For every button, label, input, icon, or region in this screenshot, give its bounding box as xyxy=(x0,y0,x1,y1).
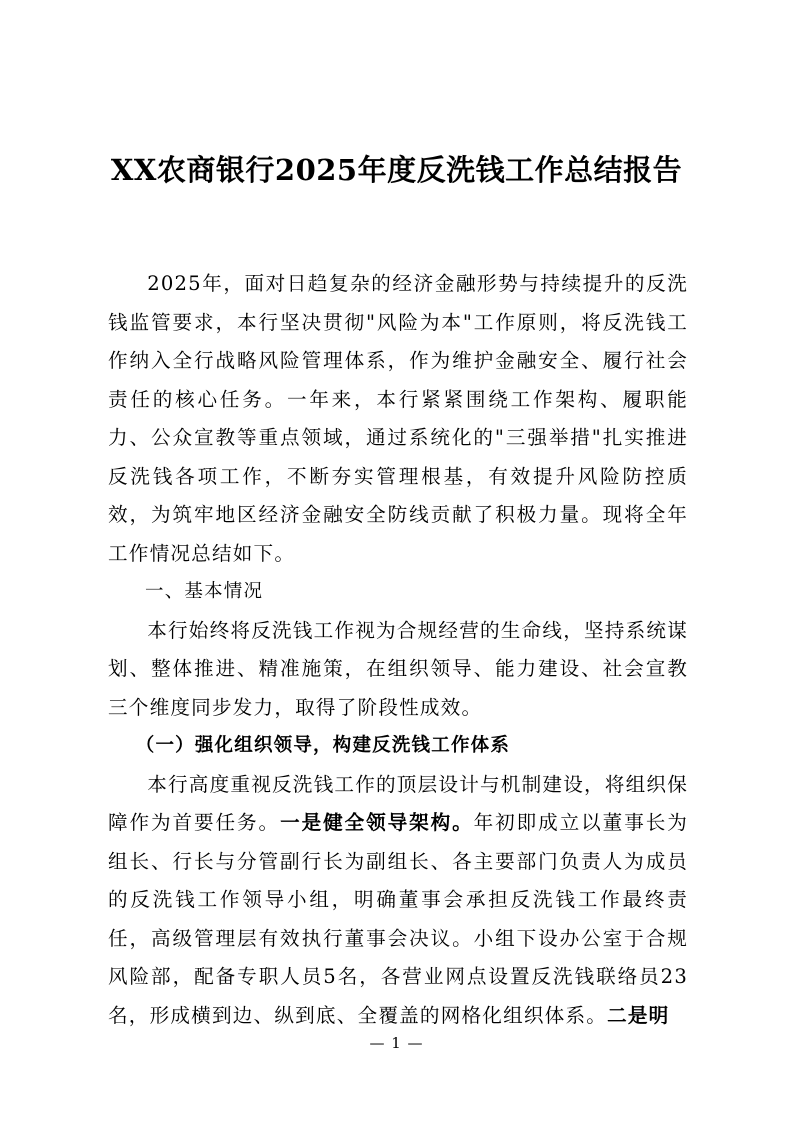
subsection-paragraph xyxy=(108,766,688,1036)
intro-paragraph: 2025年，面对日趋复杂的经济金融形势与持续提升的反洗钱监管要求，本行坚决贯彻"风险为本"工作原则，将反洗钱工作纳入全行战略风险管理体系，作为维护金融安全、履行社会责任的核心任务。一年来，本行紧紧围绕工作架构、履职能力、公众宣教等重点领域，通过系统化的"三强举措"扎实推进反洗钱各项工作，不断夯实管理根基，有效提升风险防控质效，为筑牢地区经济金融安全防线贡献了积极力量。现将全年工作情况总结如下。 xyxy=(108,272,688,565)
section-paragraph: 本行始终将反洗钱工作视为合规经营的生命线，坚持系统谋划、整体推进、精准施策，在组织领导、能力建设、社会宣教三个维度同步发力，取得了阶段性成效。 xyxy=(108,618,688,719)
page-number: — 1 — xyxy=(369,1034,424,1052)
paragraph-text: 年初即成立以董事长为组长、行长与分管副行长为副组长、各主要部门负责人为成员的反洗钱工作领导小组，明确董事会承担反洗钱工作最终责任，高级管理层有效执行董事会决议。小组下设办公室于合规风险部，配备专职人员5名，各营业网点设置反洗钱联络员23名，形成横到边、纵到底、全覆盖的网格化组织体系。 xyxy=(108,811,688,1027)
document-body xyxy=(108,265,688,1035)
bold-point-2: 二是明 xyxy=(607,1003,670,1027)
section-heading-basic-situation: 一、基本情况 xyxy=(145,581,264,602)
document-title: XX农商银行2025年度反洗钱工作总结报告 xyxy=(110,153,683,187)
subsection-heading-organization: （一）强化组织领导，构建反洗钱工作体系 xyxy=(135,735,511,756)
bold-point-1: 一是健全领导架构。 xyxy=(280,811,474,834)
paragraph-text: 本行高度重视反洗钱工作的顶层设计与机制建设，将组织保障作为首要任务。 xyxy=(108,772,688,834)
